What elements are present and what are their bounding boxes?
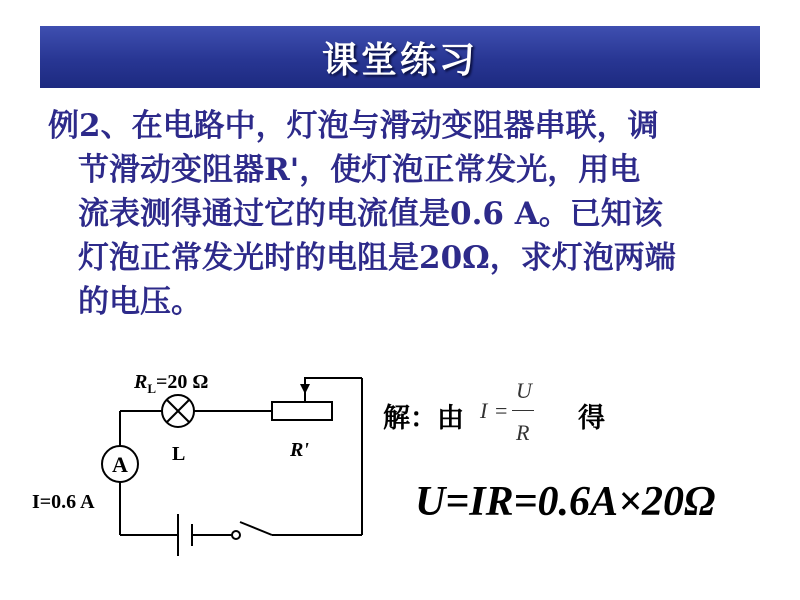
title-bar [40,26,760,88]
resistance-label-value: =20 Ω [156,371,209,393]
circuit-diagram [0,330,380,570]
problem-line-5: 的电压。 [78,284,202,320]
overlapping-formula-text: U=IR=0.6A×20Ω [415,479,716,525]
resistance-label-prefix: R [134,371,148,393]
switch-contact [232,531,240,539]
formula-numerator: U [516,378,532,403]
rheostat-slider-wire [305,378,362,402]
rheostat-body [272,402,332,420]
ammeter-symbol: A [112,452,128,477]
current-label: I=0.6 A [32,491,95,513]
problem-line-1: 例2、在电路中，灯泡与滑动变阻器串联，调 [48,108,659,144]
rheostat-label: R' [290,439,309,461]
rheostat-arrow [300,384,310,394]
solution-prefix: 解：由 [383,403,464,434]
formula-fraction-bar [512,410,534,411]
problem-line-4: 灯泡正常发光时的电阻是20Ω，求灯泡两端 [78,240,676,276]
problem-line-3: 流表测得通过它的电流值是0.6 A。已知该 [78,196,663,232]
problem-line-2: 节滑动变阻器R'，使灯泡正常发光，用电 [78,152,641,188]
lamp-label: L [172,443,186,465]
formula-equals: = [495,398,508,423]
slide-title: 课堂练习 [321,38,478,81]
switch-blade [240,522,272,535]
resistance-label-sub: L [147,381,157,396]
formula-lhs: I [480,398,488,423]
ohms-law-formula [478,376,538,452]
resistance-label [133,371,208,396]
solution-suffix: 得 [578,403,605,434]
problem-text [48,104,758,324]
formula-denominator: R [516,420,530,445]
